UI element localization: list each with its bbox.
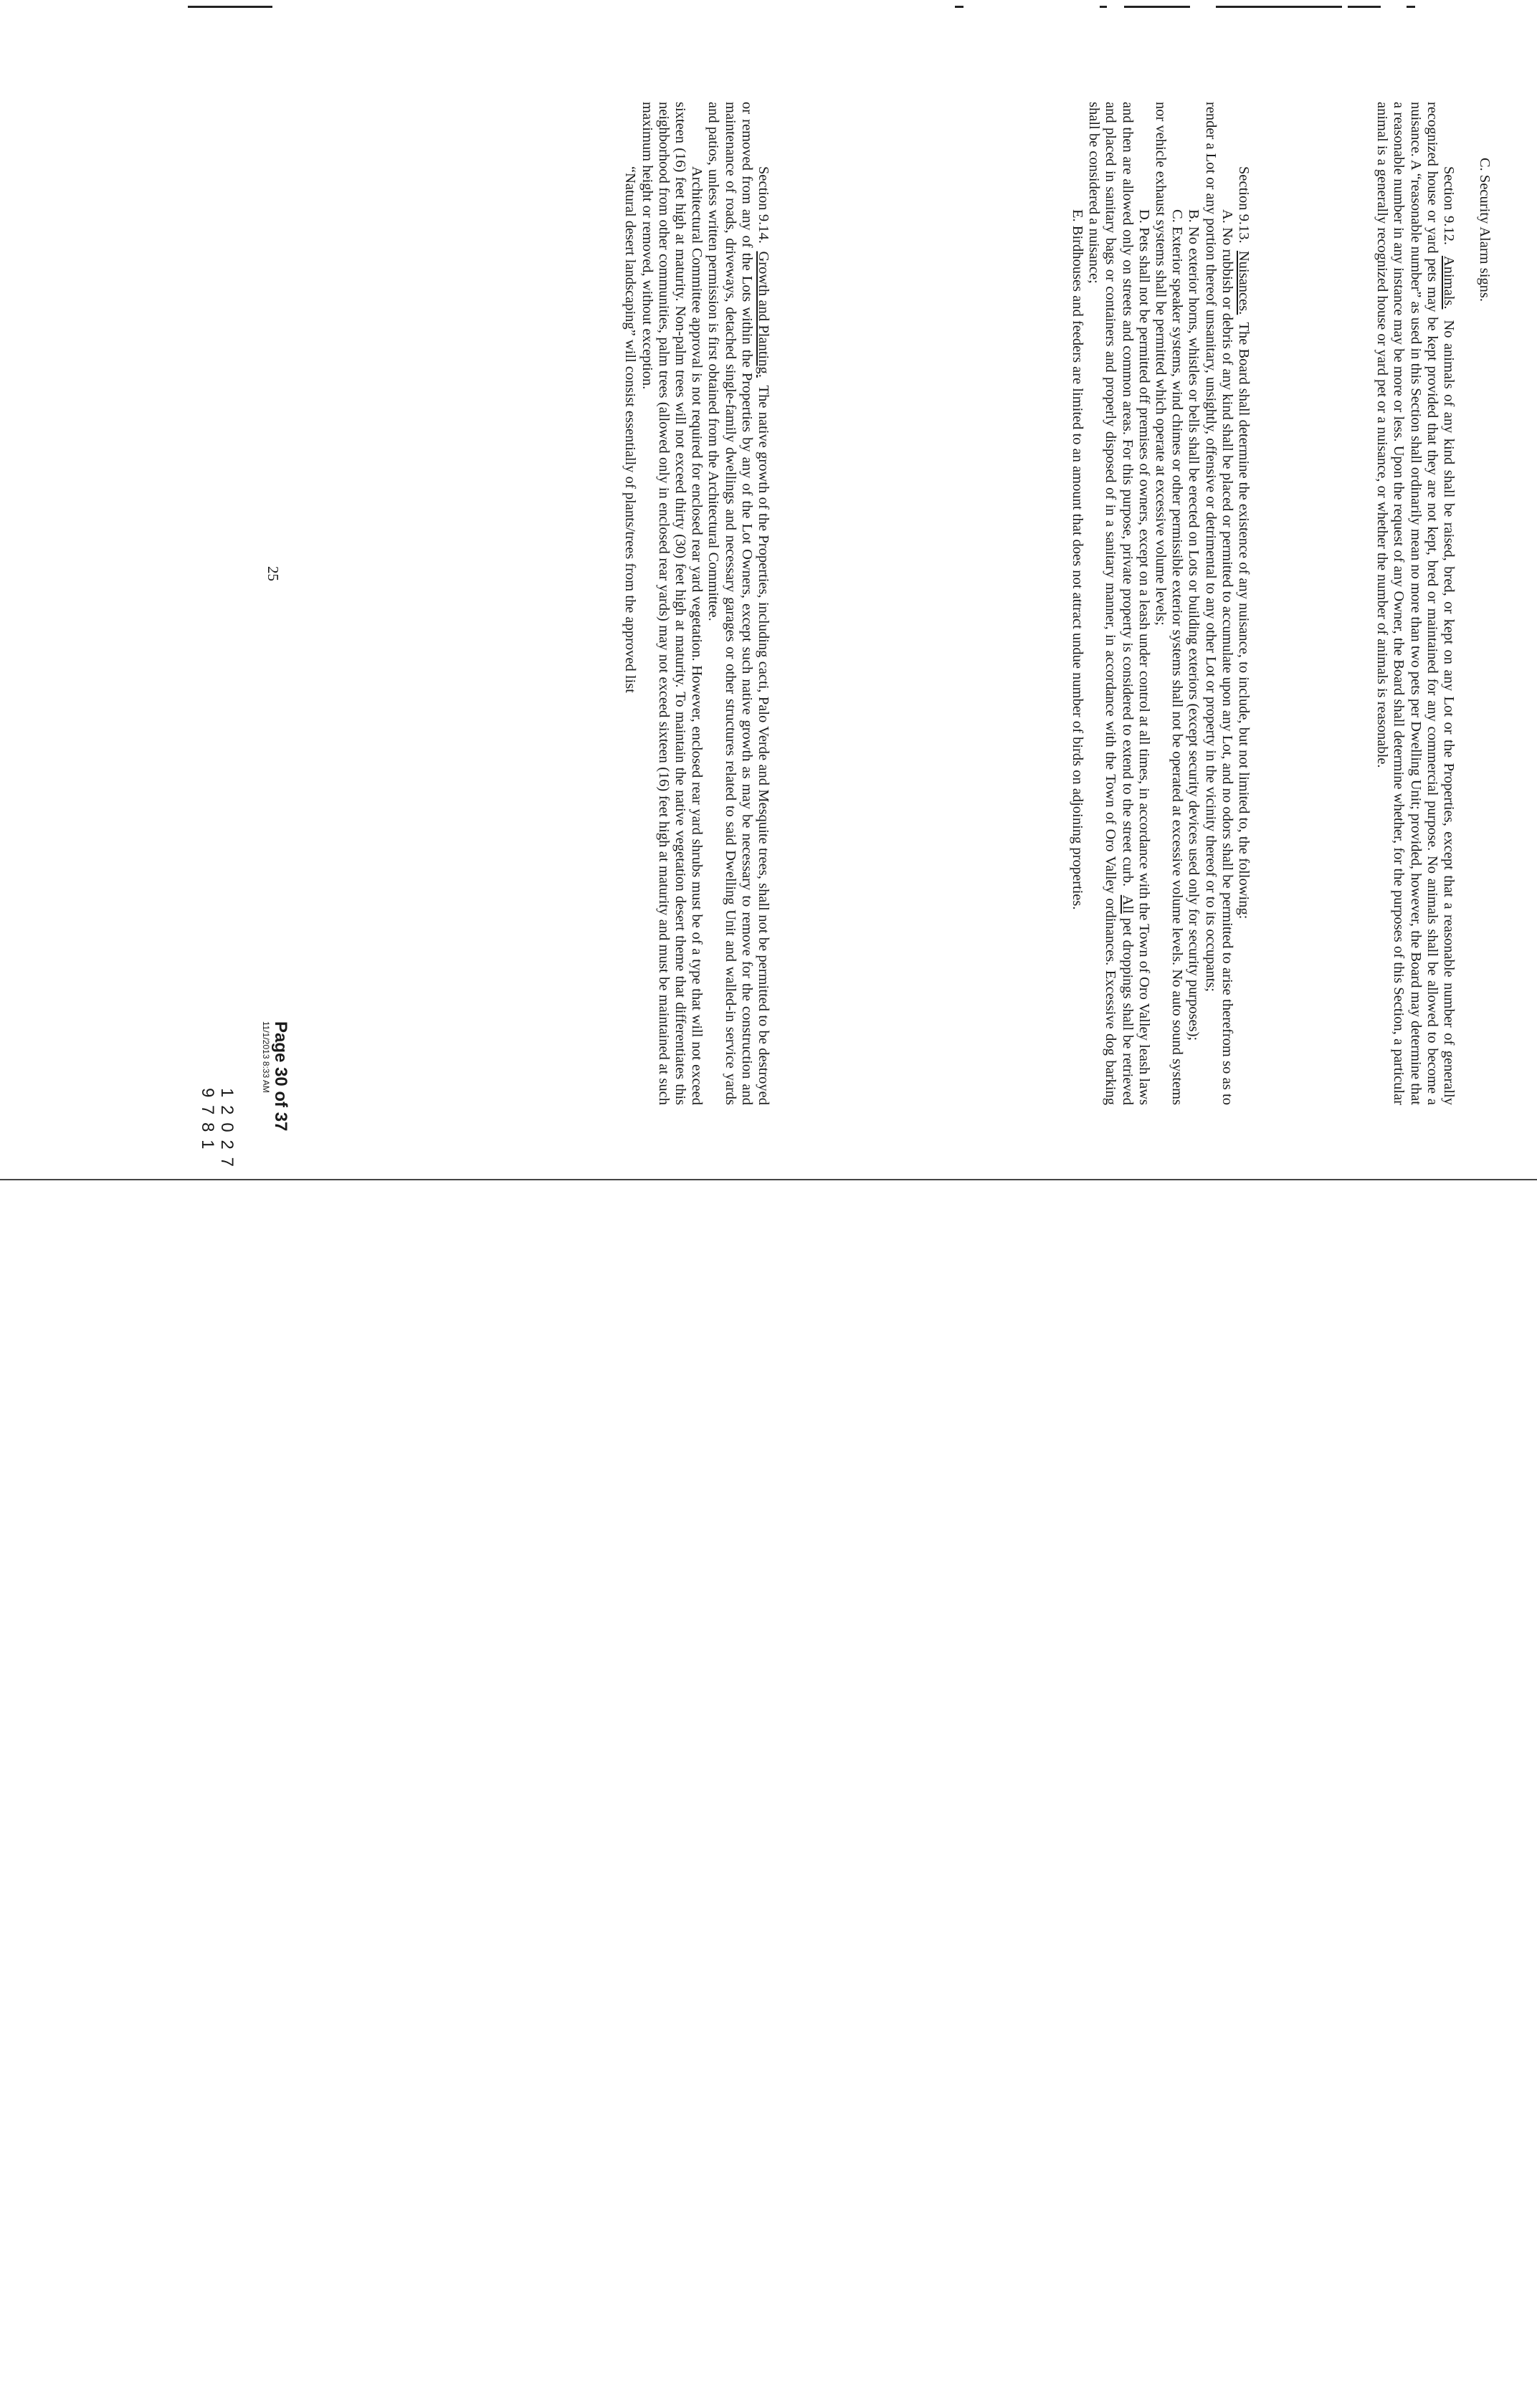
rotated-document-page (152, 22, 1514, 1168)
nuisance-item-c: C. Exterior speaker systems, wind chimes or other permissible exterior systems shall not be operated at excessive volume levels. No auto sound systems nor vehicle exhaust systems shall be permitted which operate at excessive volume levels; (1152, 102, 1186, 1105)
scan-mark (1124, 6, 1190, 8)
scan-mark (1407, 6, 1415, 8)
scan-mark (1216, 6, 1342, 8)
section-9-14-paragraph (705, 102, 771, 1105)
section-9-13-title: Nuisances. (1236, 250, 1252, 315)
nuisance-item-d (1085, 102, 1152, 1105)
section-9-14-body: The native growth of the Properties, including cacti, Palo Verde and Mesquite trees, shall not be permitted to be destroyed or removed from any of the Lots within the Properties by any of the Lot Owners, except such native growth as may be necessary to remove for the construction and maintenance of roads, driveways, detached single-family dwellings and necessary garages or other structures related to said Dwelling Unit and walled-in service yards and patios, unless written permission is first obtained from the Architectural Committee. (705, 102, 771, 1105)
section-9-12-paragraph (1374, 102, 1457, 1105)
scan-mark (1348, 6, 1381, 8)
section-9-14-label: Section 9.14. (756, 166, 771, 244)
nuisance-item-d-emphasis: All (1119, 894, 1136, 914)
page-counter (261, 1021, 290, 1131)
nuisance-item-e: E. Birdhouses and feeders are limited to an amount that does not attract undue number of birds on adjoining properties. (1069, 209, 1085, 910)
recording-digit: 2 (217, 1105, 237, 1117)
page-counter-text: Page 30 of 37 (271, 1021, 290, 1132)
scan-mark (1100, 6, 1107, 8)
section-9-13-body: The Board shall determine the existence of any nuisance, to include, but not limited to, the following: (1236, 322, 1252, 919)
document-page (152, 22, 1514, 1168)
section-9-14 (622, 102, 771, 1105)
section-9-14-title: Growth and Planting. (756, 251, 771, 378)
recording-digit: 7 (217, 1157, 237, 1168)
section-9-12 (1374, 102, 1457, 1105)
nuisance-item-d-text: D. Pets shall not be permitted off premises of owners, except on a leash under control at all times, in accordance with the Town of Oro Valley leash laws and then are allowed only on streets and common areas. For this purpose, private property is considered to extend to the street curb. (1119, 102, 1152, 1105)
section-9-13-label: Section 9.13. (1236, 166, 1252, 244)
nuisance-item-b: B. No exterior horns, whistles or bells shall be erected on Lots or building exteriors (except security devices used only for security purposes); (1186, 209, 1202, 1041)
page-timestamp: 11/1/2013 8:33 AM (261, 1021, 271, 1093)
scan-mark (955, 6, 963, 8)
section-9-14-paragraph-2: Architectural Committee approval is not required for enclosed rear yard vegetation. However, enclosed rear yard shrubs must be of a type that will not exceed sixteen (16) feet high at maturity. Non-palm trees will not exceed thirty (30) feet high at maturity. To maintain the native vegetation desert theme that differentiates this neighborhood from other communities, palm trees (allowed only in enclosed rear yards) may not exceed sixteen (16) feet high at maturity and must be maintained at such maximum height or removed, without exception. (639, 102, 705, 1105)
scan-mark (188, 6, 272, 8)
recording-digit: 9 (198, 1088, 217, 1099)
recording-digit: 2 (217, 1140, 237, 1151)
nuisance-item-d-text-continued: pet droppings shall be retrieved and placed in sanitary bags or containers and properly disposed of in a sanitary manner, in accordance with the Town of Oro Valley ordinances. Excessive dog barking shall be considered a nuisance; (1086, 102, 1136, 1106)
section-9-13 (1069, 102, 1252, 1105)
scan-divider-line (0, 1179, 1537, 1180)
security-alarm-signs-heading: C. Security Alarm signs. (1477, 158, 1493, 302)
recording-digit: 7 (198, 1105, 217, 1117)
recording-digit: 1 (217, 1088, 237, 1099)
section-9-14-paragraph-3: “Natural desert landscaping” will consist essentially of plants/trees from the approved list (622, 166, 639, 693)
recording-number (198, 1088, 237, 1168)
section-9-12-body: No animals of any kind shall be raised, bred, or kept on any Lot or the Properties, except that a reasonable number of generally recognized house or yard pets may be kept provided that they are not kept, bred or maintained for any commercial purpose. No animals shall be allowed to become a nuisance. A “reasonable number” as used in this Section shall ordinarily mean no more than two pets per Dwelling Unit; provided, however, the Board may determine that a reasonable number in any instance may be more or less. Upon the request of any Owner, the Board shall determine whether, for the purposes of this Section, a particular animal is a generally recognized house or yard pet or a nuisance, or whether the number of animals is reasonable. (1374, 102, 1457, 1106)
recording-digit: 8 (198, 1122, 217, 1134)
section-9-12-title: Animals. (1441, 255, 1457, 310)
page-number: 25 (265, 566, 282, 581)
section-9-13-paragraph (1235, 102, 1252, 1105)
recording-digit: 1 (198, 1140, 217, 1151)
section-9-12-label: Section 9.12. (1441, 166, 1457, 245)
nuisance-item-a: A. No rubbish or debris of any kind shall be placed or permitted to accumulate upon any Lot, and no odors shall be permitted to arise therefrom so as to render a Lot or any portion thereof unsanitary, unsightly, offensive or detrimental to any other Lot or property in the vicinity thereof or to its occupants; (1202, 102, 1235, 1105)
recording-digit: 0 (217, 1122, 237, 1134)
